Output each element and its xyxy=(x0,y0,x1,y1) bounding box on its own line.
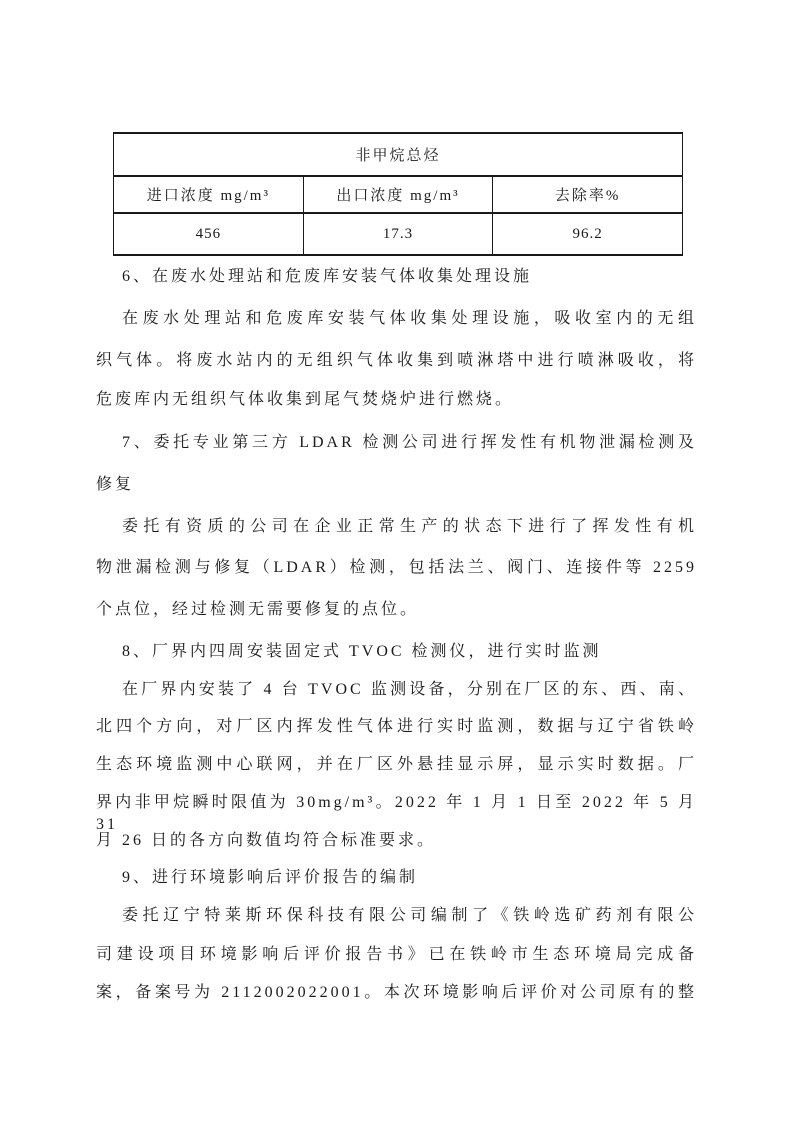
table-value-outlet-concentration: 17.3 xyxy=(303,213,493,255)
para-8-line-2: 北四个方向，对厂区内挥发性气体进行实时监测，数据与辽宁省铁岭 xyxy=(96,718,697,735)
table-value-row xyxy=(114,213,683,255)
table-header-outlet-concentration: 出口浓度 mg/m³ xyxy=(303,176,493,213)
para-9-line-1: 委托辽宁特莱斯环保科技有限公司编制了《铁岭选矿药剂有限公 xyxy=(122,907,697,924)
para-6-line-1: 在废水处理站和危废库安装气体收集处理设施，吸收室内的无组 xyxy=(122,310,697,327)
para-8-line-5: 月 26 日的各方向数值均符合标准要求。 xyxy=(96,832,437,849)
para-9-line-2: 司建设项目环境影响后评价报告书》已在铁岭市生态环境局完成备 xyxy=(96,946,697,963)
heading-item-7-line-1: 7、委托专业第三方 LDAR 检测公司进行挥发性有机物泄漏检测及 xyxy=(122,434,697,451)
heading-item-7-line-2: 修复 xyxy=(96,476,135,493)
para-6-line-2: 织气体。将废水站内的无组织气体收集到喷淋塔中进行喷淋吸收，将 xyxy=(96,352,697,369)
para-7-line-2: 物泄漏检测与修复（LDAR）检测，包括法兰、阀门、连接件等 2259 xyxy=(96,559,697,576)
table-header-inlet-concentration: 进口浓度 mg/m³ xyxy=(114,176,304,213)
para-9-line-3: 案，备案号为 2112002022001。本次环境影响后评价对公司原有的整 xyxy=(96,984,697,1001)
para-6-line-3: 危废库内无组织气体收集到尾气焚烧炉进行燃烧。 xyxy=(96,391,515,408)
heading-item-8: 8、厂界内四周安装固定式 TVOC 检测仪，进行实时监测 xyxy=(122,643,602,660)
table-title-row xyxy=(114,133,683,176)
table-value-removal-rate: 96.2 xyxy=(493,213,683,255)
table-header-removal-rate: 去除率% xyxy=(493,176,683,213)
table-title: 非甲烷总烃 xyxy=(114,133,683,176)
para-8-line-3: 生态环境监测中心联网，并在厂区外悬挂显示屏，显示实时数据。厂 xyxy=(96,756,697,773)
nmhc-results-table xyxy=(113,132,683,256)
heading-item-6: 6、在废水处理站和危废库安装气体收集处理设施 xyxy=(122,268,533,285)
para-7-line-1: 委托有资质的公司在企业正常生产的状态下进行了挥发性有机 xyxy=(122,518,697,535)
para-8-line-4: 界内非甲烷瞬时限值为 30mg/m³。2022 年 1 月 1 日至 2022 年 5 月 31 xyxy=(96,794,697,833)
para-7-line-3: 个点位，经过检测无需要修复的点位。 xyxy=(96,601,420,618)
para-8-line-1: 在厂界内安装了 4 台 TVOC 监测设备，分别在厂区的东、西、南、 xyxy=(122,681,697,698)
heading-item-9: 9、进行环境影响后评价报告的编制 xyxy=(122,869,419,886)
table-value-inlet-concentration: 456 xyxy=(114,213,304,255)
table-header-row xyxy=(114,176,683,213)
